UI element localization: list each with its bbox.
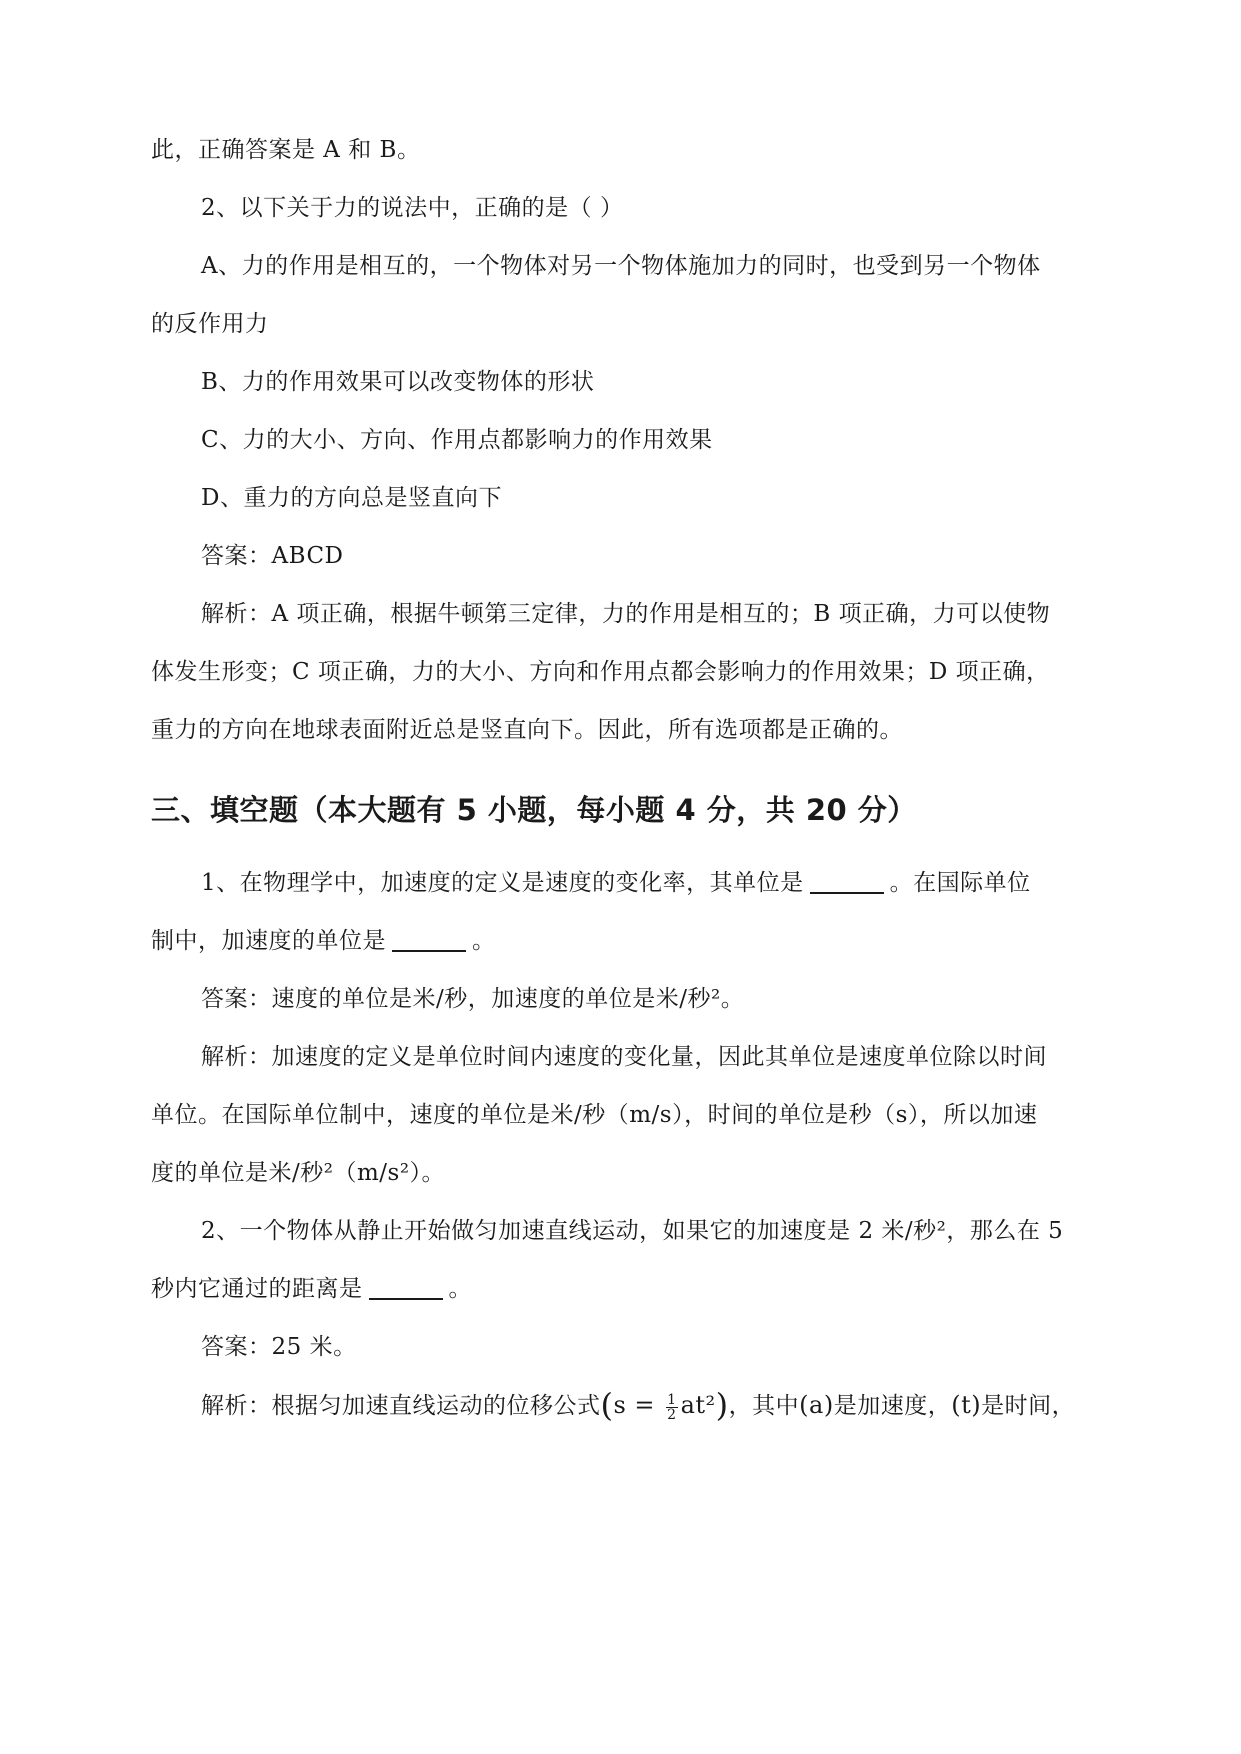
section-heading: 三、填空题（本大题有 5 小题，每小题 4 分，共 20 分） [151,793,917,827]
analysis-line-2: 单位。在国际单位制中，速度的单位是米/秒（m/s），时间的单位是秒（s），所以加速 [151,1102,1038,1128]
analysis-line-1: 解析：A 项正确，根据牛顿第三定律，力的作用是相互的；B 项正确，力可以使物 [201,601,1051,627]
text-segment: 秒内它通过的距离是 [151,1276,363,1302]
fill-question-2-line-1: 2、一个物体从静止开始做匀加速直线运动，如果它的加速度是 2 米/秒²，那么在 5 [201,1218,1064,1244]
answer-line: 答案：速度的单位是米/秒，加速度的单位是米/秒²。 [201,986,745,1012]
option-a-line-1: A、力的作用是相互的，一个物体对另一个物体施加力的同时，也受到另一个物体 [201,253,1041,279]
answer-blank [810,870,884,894]
answer-line: 答案：25 米。 [201,1334,357,1360]
option-a-line-2: 的反作用力 [151,311,269,337]
analysis-line-2: 体发生形变；C 项正确，力的大小、方向和作用点都会影响力的作用效果；D 项正确， [151,659,1050,685]
text-segment: 。 [472,928,496,954]
variable-t: (t) [951,1391,982,1419]
text-segment: 是加速度， [833,1393,952,1419]
fraction-denominator: 2 [667,1406,677,1423]
formula-rhs: at² [680,1391,716,1419]
text-line: 此，正确答案是 A 和 B。 [151,137,421,163]
formula-fraction [666,1393,677,1422]
analysis-line-3: 度的单位是米/秒²（m/s²）。 [151,1160,446,1186]
fill-question-1-line-1 [0,867,1241,899]
variable-a: (a) [799,1391,834,1419]
answer-line: 答案：ABCD [201,543,344,569]
formula-close-paren: ) [715,1386,729,1424]
text-segment: 。在国际单位 [889,870,1031,896]
question-2-stem: 2、以下关于力的说法中，正确的是（ ） [201,195,624,221]
analysis-line-3: 重力的方向在地球表面附近总是竖直向下。因此，所有选项都是正确的。 [151,717,903,743]
fraction-numerator: 1 [667,1391,677,1408]
analysis-formula-line [0,1386,1241,1424]
formula-open-paren: ( [600,1386,614,1424]
answer-blank [369,1276,443,1300]
text-segment: ，其中 [728,1393,800,1419]
option-b: B、力的作用效果可以改变物体的形状 [201,369,595,395]
fill-question-1-line-2 [0,925,1241,957]
option-c: C、力的大小、方向、作用点都影响力的作用效果 [201,427,713,453]
text-segment: 是时间， [981,1393,1076,1419]
text-segment: 。 [448,1276,472,1302]
option-d: D、重力的方向总是竖直向下 [201,485,502,511]
text-segment: 制中，加速度的单位是 [151,928,386,954]
text-segment: 1、在物理学中，加速度的定义是速度的变化率，其单位是 [201,870,804,896]
fill-question-2-line-2 [0,1273,1241,1305]
analysis-line-1: 解析：加速度的定义是单位时间内速度的变化量，因此其单位是速度单位除以时间 [201,1044,1047,1070]
text-segment: 解析：根据匀加速直线运动的位移公式 [201,1393,601,1419]
answer-blank [392,928,466,952]
formula-lhs: s = [613,1391,664,1419]
